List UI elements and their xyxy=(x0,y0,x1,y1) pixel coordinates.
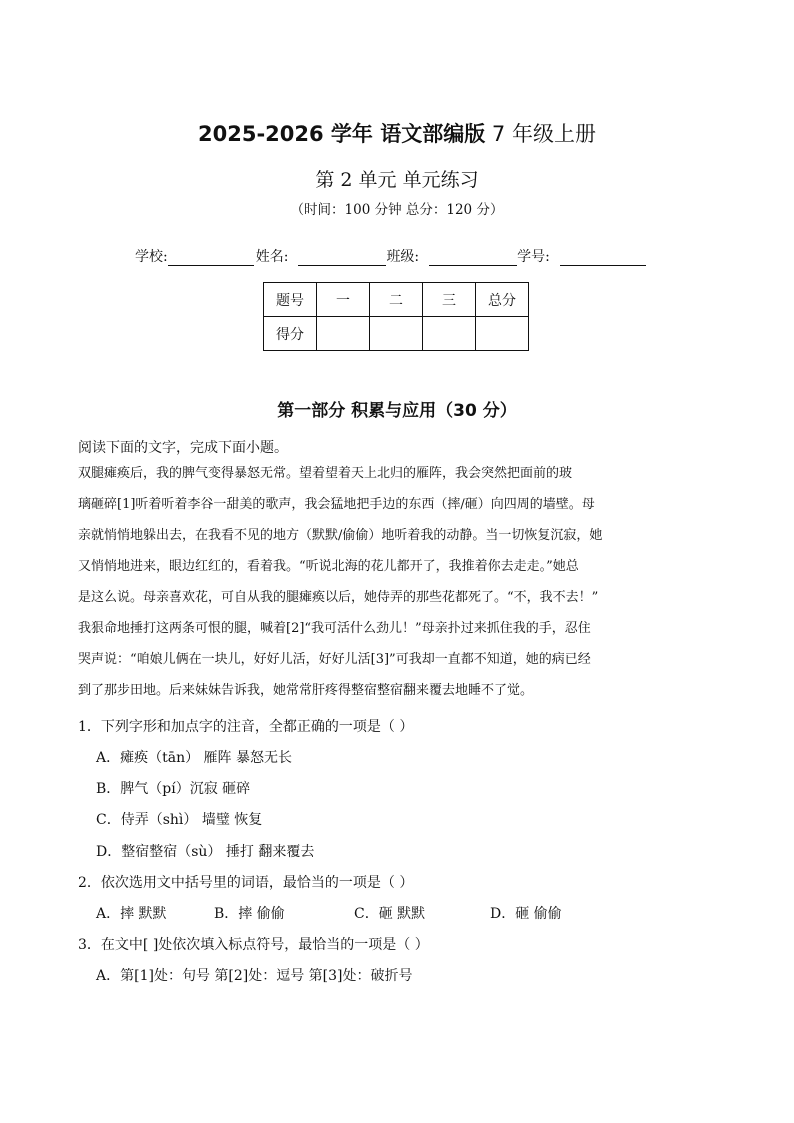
passage-line: 璃砸碎[1]听着听着李谷一甜美的歌声，我会猛地把手边的东西（摔/砸）向四周的墙壁。母 xyxy=(78,497,595,512)
score-header-cell: 三 xyxy=(423,283,476,317)
score-cell[interactable] xyxy=(317,317,370,351)
id-blank[interactable] xyxy=(560,247,646,266)
reading-instruction: 阅读下面的文字，完成下面小题。 xyxy=(78,440,288,456)
question-1-option-c[interactable]: C．侍弄（shì） 墙璧 恢复 xyxy=(96,812,263,828)
name-label: 姓名: xyxy=(255,249,289,265)
passage-line: 双腿瘫痪后，我的脾气变得暴怒无常。望着望着天上北归的雁阵，我会突然把面前的玻 xyxy=(78,466,573,481)
class-blank[interactable] xyxy=(429,247,517,266)
question-2-option-a[interactable]: A．摔 默默 xyxy=(96,906,167,922)
score-header-cell: 题号 xyxy=(264,283,317,317)
passage-line: 是这么说。母亲喜欢花，可自从我的腿瘫痪以后，她侍弄的那些花都死了。“不，我不去！” xyxy=(78,590,599,605)
unit-subtitle: 第 2 单元 单元练习 xyxy=(315,169,479,191)
score-cell[interactable] xyxy=(423,317,476,351)
question-2-option-c[interactable]: C．砸 默默 xyxy=(354,906,426,922)
score-cell[interactable] xyxy=(370,317,423,351)
passage-line: 到了那步田地。后来妹妹告诉我，她常常肝疼得整宿整宿翻来覆去地睡不了觉。 xyxy=(78,683,534,698)
question-1-option-b[interactable]: B．脾气（pí）沉寂 砸碎 xyxy=(96,781,251,797)
title-main: 2025-2026 学年 语文部编版 xyxy=(198,122,486,146)
name-blank[interactable] xyxy=(298,247,386,266)
question-1-option-d[interactable]: D．整宿整宿（sù） 捶打 翻来覆去 xyxy=(96,844,315,860)
school-label: 学校: xyxy=(135,249,168,265)
id-label: 学号: xyxy=(517,249,550,265)
passage-line: 我狠命地捶打这两条可恨的腿，喊着[2]“我可活什么劲儿！”母亲扑过来抓住我的手，忍住 xyxy=(78,621,591,636)
reading-passage xyxy=(78,458,718,706)
question-1-option-a[interactable]: A．瘫痪（tān） 雁阵 暴怒无长 xyxy=(96,750,292,766)
part1-title: 第一部分 积累与应用（30 分） xyxy=(277,401,517,421)
score-table-header-row xyxy=(264,283,529,317)
time-info: （时间：100 分钟 总分：120 分） xyxy=(290,202,504,218)
exam-title xyxy=(0,118,794,148)
passage-line: 又悄悄地进来，眼边红红的，看着我。“听说北海的花儿都开了，我推着你去走走。”她总 xyxy=(78,559,579,574)
student-info xyxy=(135,246,646,266)
score-cell[interactable] xyxy=(476,317,529,351)
class-label: 班级: xyxy=(386,249,420,265)
score-header-cell: 总分 xyxy=(476,283,529,317)
question-3-option-a[interactable]: A．第[1]处：句号 第[2]处：逗号 第[3]处：破折号 xyxy=(96,968,413,984)
score-table xyxy=(263,282,529,351)
question-2-stem: 2．依次选用文中括号里的词语，最恰当的一项是（ ） xyxy=(78,875,414,891)
question-2-option-b[interactable]: B．摔 偷偷 xyxy=(214,906,285,922)
question-2-option-d[interactable]: D．砸 偷偷 xyxy=(490,906,562,922)
score-table-score-row xyxy=(264,317,529,351)
score-header-cell: 二 xyxy=(370,283,423,317)
score-row-label: 得分 xyxy=(264,317,317,351)
question-3-stem: 3．在文中[ ]处依次填入标点符号，最恰当的一项是（ ） xyxy=(78,937,429,953)
score-header-cell: 一 xyxy=(317,283,370,317)
title-grade: 7 年级上册 xyxy=(485,122,596,146)
passage-line: 哭声说：“咱娘儿俩在一块儿，好好儿活，好好儿活[3]”可我却一直都不知道，她的病已经 xyxy=(78,652,591,667)
passage-line: 亲就悄悄地躲出去，在我看不见的地方（默默/偷偷）地听着我的动静。当一切恢复沉寂，她 xyxy=(78,528,603,543)
question-1-stem: 1．下列字形和加点字的注音，全都正确的一项是（ ） xyxy=(78,719,414,735)
school-blank[interactable] xyxy=(168,247,254,266)
